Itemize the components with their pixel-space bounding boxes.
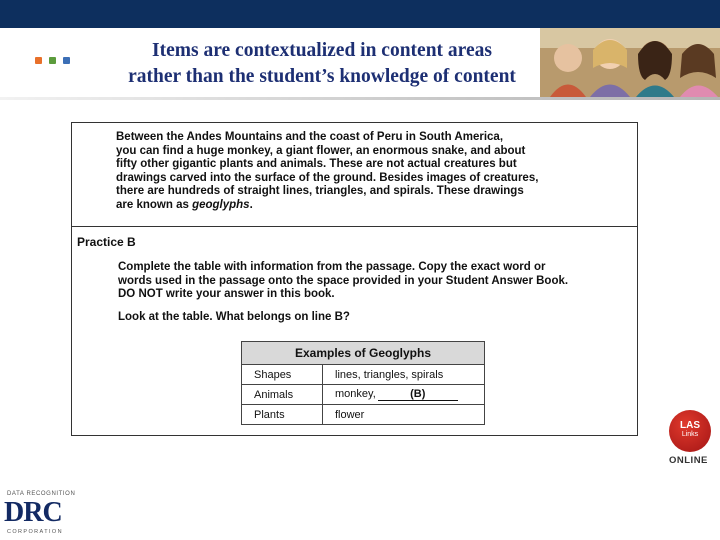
passage-line: there are hundreds of straight lines, triangles, and spirals. These drawings <box>116 185 524 197</box>
blue-dot-icon <box>63 57 70 64</box>
header-divider <box>0 97 720 100</box>
slide-title <box>72 38 572 90</box>
row-value-cell <box>323 385 485 405</box>
instructions <box>118 261 633 302</box>
geoglyph-table <box>241 341 485 425</box>
practice-label: Practice B <box>77 235 136 249</box>
top-bar <box>0 0 720 28</box>
reading-passage <box>116 131 631 212</box>
row-label: Animals <box>242 385 323 405</box>
bullet-dots <box>35 57 70 64</box>
drc-corporation: CORPORATION <box>7 529 63 535</box>
row-label: Shapes <box>242 365 323 385</box>
table-header-row <box>242 342 485 365</box>
row-value: lines, triangles, spirals <box>323 365 485 385</box>
students-photo <box>540 28 720 97</box>
row-value: monkey, <box>335 388 376 400</box>
online-label: ONLINE <box>669 455 708 466</box>
table-row <box>242 365 485 385</box>
row-value: flower <box>323 405 485 425</box>
instruction-line: DO NOT write your answer in this book. <box>118 288 335 300</box>
passage-line <box>116 199 631 213</box>
section-divider <box>72 226 637 227</box>
table-row <box>242 385 485 405</box>
title-line-2: rather than the student’s knowledge of content <box>128 66 516 87</box>
drc-tagline: DATA RECOGNITION <box>7 491 76 497</box>
orange-dot-icon <box>35 57 42 64</box>
passage-term: geoglyphs <box>192 198 250 211</box>
question-text: Look at the table. What belongs on line B? <box>118 311 350 323</box>
answer-blank: (B) <box>378 388 458 401</box>
drc-logo: DRC <box>4 497 62 528</box>
passage-last-prefix: are known as <box>116 198 193 211</box>
passage-line: fifty other gigantic plants and animals. These are not actual creatures but <box>116 158 517 170</box>
las-links-logo <box>669 410 711 452</box>
passage-line: you can find a huge monkey, a giant flower, an enormous snake, and about <box>116 144 526 157</box>
passage-line: drawings carved into the surface of the ground. Besides images of creatures, <box>116 171 539 184</box>
table-title: Examples of Geoglyphs <box>242 342 485 365</box>
title-line-1: Items are contextualized in content areas <box>152 40 492 61</box>
passage-last-suffix: . <box>249 198 253 211</box>
test-item-document <box>71 122 638 436</box>
green-dot-icon <box>49 57 56 64</box>
table-row <box>242 405 485 425</box>
instruction-line: words used in the passage onto the space provided in your Student Answer Book. <box>118 274 569 287</box>
links-logo-text: Links <box>681 431 699 438</box>
passage-line: Between the Andes Mountains and the coast of Peru in South America, <box>116 131 504 143</box>
instruction-line: Complete the table with information from the passage. Copy the exact word or <box>118 261 546 273</box>
row-label: Plants <box>242 405 323 425</box>
las-logo-text: LAS <box>680 420 700 431</box>
